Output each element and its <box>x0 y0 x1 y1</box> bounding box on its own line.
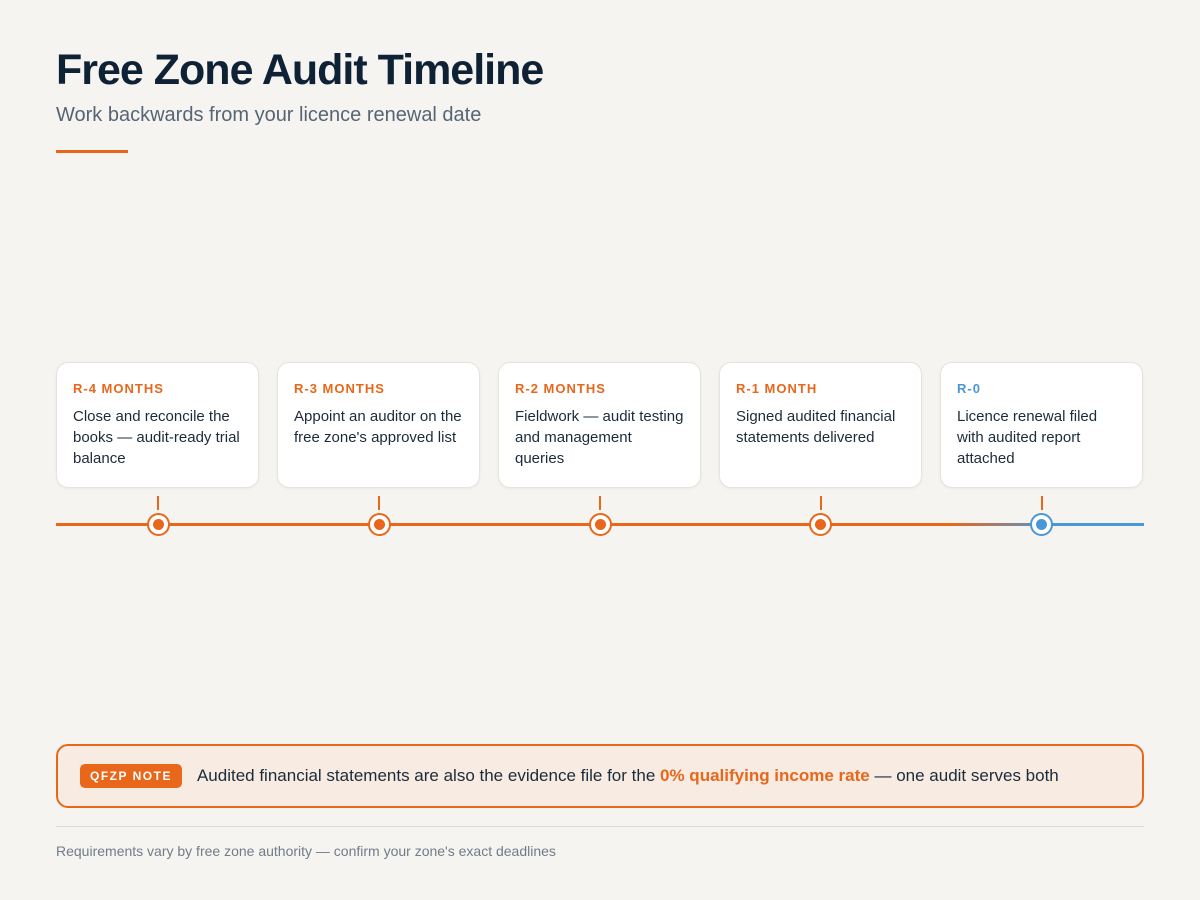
milestone-dot <box>595 519 606 530</box>
milestone-card-r1 <box>719 362 922 488</box>
milestone-description: Close and reconcile the books — audit-ready trial balance <box>73 408 240 467</box>
milestone-description: Fieldwork — audit testing and management queries <box>515 408 684 467</box>
milestone-dot <box>1036 519 1047 530</box>
milestone-dot <box>153 519 164 530</box>
milestone-label: R-0 <box>957 381 981 396</box>
note-text-before: Audited financial statements are also the evidence file for the <box>196 766 661 785</box>
milestone-card-r0 <box>940 362 1143 488</box>
milestone-connector <box>1041 496 1043 510</box>
milestone-node <box>589 513 612 536</box>
qfzp-note-box <box>56 744 1144 808</box>
milestone-card-r4 <box>56 362 259 488</box>
milestone-label: R-4 MONTHS <box>73 381 164 396</box>
milestone-label: R-2 MONTHS <box>515 381 606 396</box>
page-title: Free Zone Audit Timeline <box>56 46 544 94</box>
note-highlight: 0% qualifying income rate <box>660 766 870 785</box>
milestone-connector <box>820 496 822 510</box>
milestone-card-r2 <box>498 362 701 488</box>
milestone-connector <box>599 496 601 510</box>
milestone-node <box>809 513 832 536</box>
milestone-node <box>368 513 391 536</box>
milestone-description: Signed audited financial statements delivered <box>736 408 896 446</box>
milestone-description: Appoint an auditor on the free zone's approved list <box>294 408 462 446</box>
title-accent-rule <box>56 150 128 153</box>
note-text <box>197 766 1059 786</box>
milestone-node-final <box>1030 513 1053 536</box>
footer-divider <box>56 826 1144 827</box>
note-badge: QFZP NOTE <box>80 764 182 788</box>
note-text-after: — one audit serves both <box>869 766 1059 785</box>
milestone-connector <box>378 496 380 510</box>
milestone-node <box>147 513 170 536</box>
milestone-dot <box>815 519 826 530</box>
footer-disclaimer: Requirements vary by free zone authority — confirm your zone's exact deadlines <box>56 843 556 859</box>
milestone-label: R-1 MONTH <box>736 381 818 396</box>
page-subtitle: Work backwards from your licence renewal date <box>56 104 482 126</box>
milestone-label: R-3 MONTHS <box>294 381 385 396</box>
milestone-description: Licence renewal filed with audited report attached <box>957 408 1098 467</box>
milestone-card-r3 <box>277 362 480 488</box>
milestone-dot <box>374 519 385 530</box>
milestone-connector <box>157 496 159 510</box>
